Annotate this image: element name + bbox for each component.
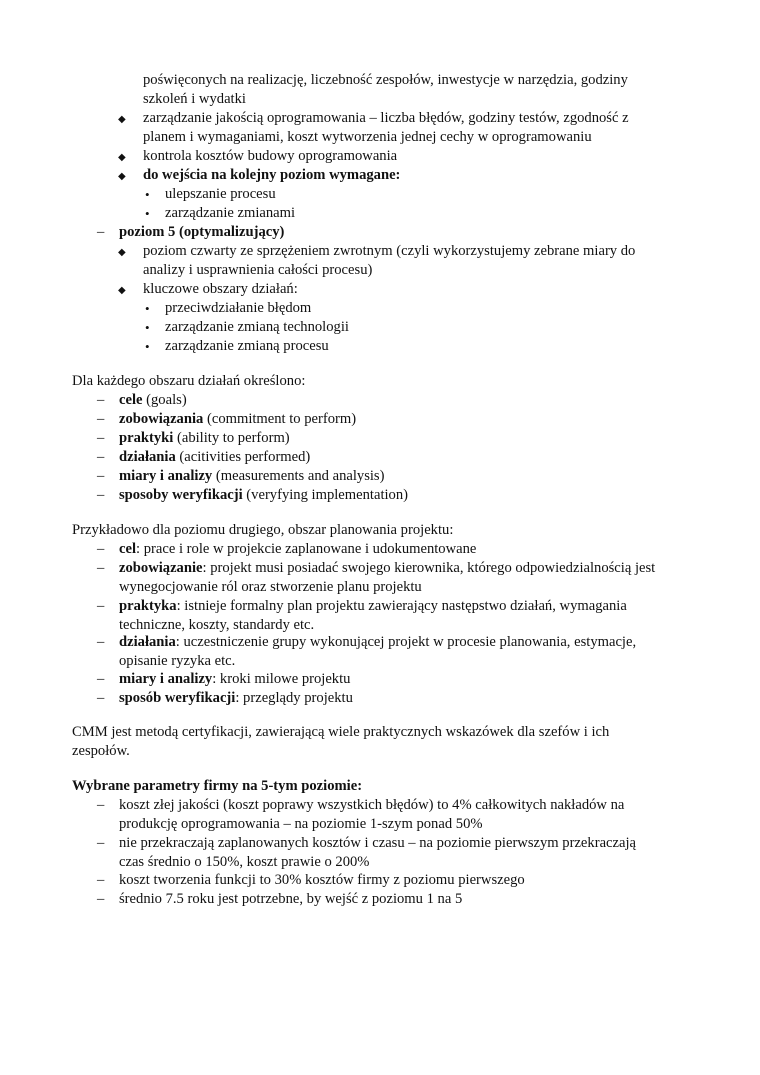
dash-bullet-icon: – <box>97 671 105 687</box>
list-item: średnio 7.5 roku jest potrzebne, by wejść z poziomu 1 na 5 <box>119 891 463 907</box>
list-item <box>119 633 636 652</box>
dash-bullet-icon: – <box>97 891 105 907</box>
dash-bullet-icon: – <box>97 224 105 240</box>
dash-bullet-icon: – <box>97 392 105 408</box>
paragraph: CMM jest metodą certyfikacji, zawierającą wiele praktycznych wskazówek dla szefów i ich <box>72 724 610 740</box>
text-line: zarządzanie zmianą technologii <box>165 319 349 335</box>
list-item <box>119 597 627 616</box>
text-line: kontrola kosztów budowy oprogramowania <box>143 148 398 164</box>
list-item <box>119 486 408 505</box>
text-line: kluczowe obszary działań: <box>143 281 298 297</box>
item-text: : kroki milowe projektu <box>212 671 351 687</box>
text-line: planem i wymaganiami, koszt wytworzenia jednej cechy w oprogramowaniu <box>143 129 592 145</box>
list-item <box>119 670 350 689</box>
bullet-icon: • <box>145 301 150 316</box>
text-line: czas średnio o 150%, koszt prawie o 200% <box>119 854 370 870</box>
item-text: : prace i role w projekcie zaplanowane i udokumentowane <box>136 541 477 557</box>
bold-text: sposoby weryfikacji <box>119 487 243 503</box>
bold-text: zobowiązania <box>119 411 204 427</box>
item-text: (goals) <box>142 392 187 408</box>
item-text: : istnieje formalny plan projektu zawierający następstwo działań, wymagania <box>176 598 627 614</box>
text-line: ulepszanie procesu <box>165 186 276 202</box>
text-line: techniczne, koszty, standardy etc. <box>119 617 315 633</box>
text-line: zarządzanie jakością oprogramowania – liczba błędów, godziny testów, zgodność z <box>143 110 629 126</box>
text-line <box>143 166 400 185</box>
text-line: przeciwdziałanie błędom <box>165 300 312 316</box>
dash-bullet-icon: – <box>97 411 105 427</box>
item-text: : uczestniczenie grupy wykonującej projekt w procesie planowania, estymacje, <box>175 634 637 650</box>
list-item: koszt tworzenia funkcji to 30% kosztów firmy z poziomu pierwszego <box>119 872 525 888</box>
text-line <box>119 223 284 242</box>
bold-text: praktyka <box>119 598 177 614</box>
bold-text: miary i analizy <box>119 468 213 484</box>
text-line: produkcję oprogramowania – na poziomie 1-szym ponad 50% <box>119 816 483 832</box>
text-line: poziom czwarty ze sprzężeniem zwrotnym (czyli wykorzystujemy zebrane miary do <box>143 243 636 259</box>
list-item <box>119 540 476 559</box>
dash-bullet-icon: – <box>97 690 105 706</box>
list-item <box>119 410 356 429</box>
text-line: szkoleń i wydatki <box>143 91 246 107</box>
text-line: zarządzanie zmianą procesu <box>165 338 329 354</box>
text-line: poświęconych na realizację, liczebność zespołów, inwestycje w narzędzia, godziny <box>143 72 628 88</box>
bold-text: sposób weryfikacji <box>119 690 236 706</box>
dash-bullet-icon: – <box>97 598 105 614</box>
dash-bullet-icon: – <box>97 835 105 851</box>
dash-bullet-icon: – <box>97 487 105 503</box>
list-item <box>119 559 655 578</box>
bold-text: do wejścia na kolejny poziom wymagane: <box>143 167 401 183</box>
list-item <box>119 391 187 410</box>
item-text: (veryfying implementation) <box>242 487 409 503</box>
item-text: (acitivities performed) <box>175 449 311 465</box>
bullet-icon: • <box>145 206 150 221</box>
dash-bullet-icon: – <box>97 560 105 576</box>
paragraph: Dla każdego obszaru działań określono: <box>72 373 306 389</box>
dash-bullet-icon: – <box>97 468 105 484</box>
bold-text: cele <box>119 392 143 408</box>
text-line: analizy i usprawnienia całości procesu) <box>143 262 373 278</box>
item-text: : przeglądy projektu <box>235 690 353 706</box>
item-text: (commitment to perform) <box>203 411 357 427</box>
diamond-bullet-icon: ◆ <box>118 171 126 182</box>
dash-bullet-icon: – <box>97 449 105 465</box>
item-text: : projekt musi posiadać swojego kierownika, którego odpowiedzialnością jest <box>202 560 656 576</box>
text-line: zarządzanie zmianami <box>165 205 296 221</box>
list-item <box>119 467 384 486</box>
list-item: koszt złej jakości (koszt poprawy wszystkich błędów) to 4% całkowitych nakładów na <box>119 797 625 813</box>
paragraph: Przykładowo dla poziomu drugiego, obszar planowania projektu: <box>72 522 454 538</box>
dash-bullet-icon: – <box>97 634 105 650</box>
diamond-bullet-icon: ◆ <box>118 114 126 125</box>
diamond-bullet-icon: ◆ <box>118 152 126 163</box>
bullet-icon: • <box>145 187 150 202</box>
text-line: wynegocjowanie ról oraz stworzenie planu projektu <box>119 579 422 595</box>
dash-bullet-icon: – <box>97 797 105 813</box>
list-item <box>119 689 353 708</box>
list-item <box>119 429 290 448</box>
bold-text: zobowiązanie <box>119 560 203 576</box>
bold-text: cel <box>119 541 137 557</box>
dash-bullet-icon: – <box>97 541 105 557</box>
bold-text: poziom 5 (optymalizujący) <box>119 224 285 240</box>
section-heading <box>72 777 362 796</box>
dash-bullet-icon: – <box>97 872 105 888</box>
diamond-bullet-icon: ◆ <box>118 285 126 296</box>
list-item <box>119 448 310 467</box>
text-line: opisanie ryzyka etc. <box>119 653 236 669</box>
bold-text: praktyki <box>119 430 174 446</box>
diamond-bullet-icon: ◆ <box>118 247 126 258</box>
bold-text: działania <box>119 634 176 650</box>
list-item: nie przekraczają zaplanowanych kosztów i czasu – na poziomie pierwszym przekraczają <box>119 835 637 851</box>
bold-text: działania <box>119 449 176 465</box>
bullet-icon: • <box>145 320 150 335</box>
item-text: (ability to perform) <box>173 430 290 446</box>
bullet-icon: • <box>145 339 150 354</box>
bold-text: miary i analizy <box>119 671 213 687</box>
dash-bullet-icon: – <box>97 430 105 446</box>
paragraph: zespołów. <box>72 743 130 759</box>
bold-text: Wybrane parametry firmy na 5-tym poziomie: <box>72 778 363 794</box>
item-text: (measurements and analysis) <box>212 468 385 484</box>
